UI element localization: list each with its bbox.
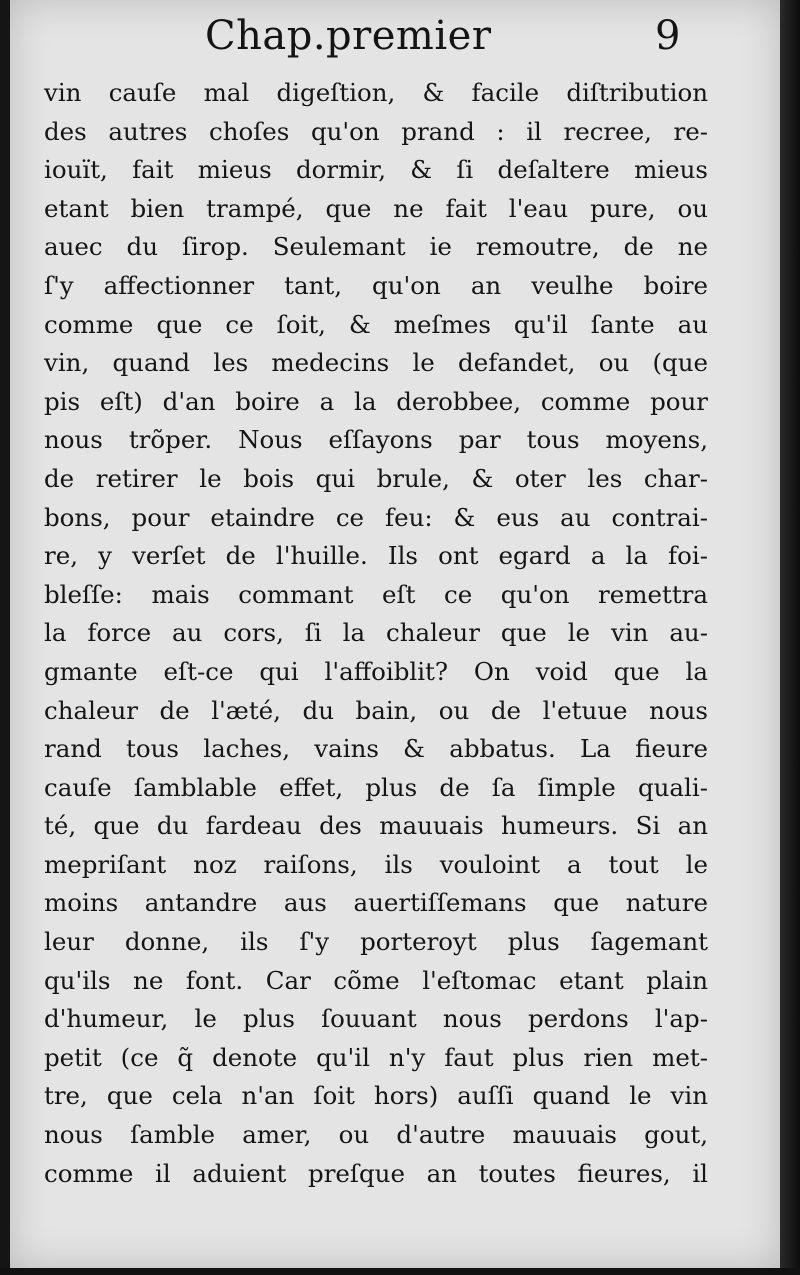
text-line: re, y verſet de l'huille. Ils ont egard a la foi-: [44, 541, 708, 571]
text-line: etant bien trampé, que ne fait l'eau pure, ou: [44, 193, 708, 223]
text-line: nous trõper. Nous eſſayons par tous moyens,: [44, 425, 708, 455]
text-line: des autres choſes qu'on prand : il recree, re-: [44, 116, 708, 146]
text-line: vin, quand les medecins le defandet, ou (que: [44, 348, 708, 378]
text-line: gmante eſt-ce qui l'affoiblit? On void que la: [44, 656, 708, 686]
running-title: Chap.premier: [205, 13, 492, 59]
text-line: leur donne, ils ſ'y porteroyt plus ſagemant: [44, 927, 708, 957]
text-block: [44, 74, 708, 1193]
text-line: comme il aduient preſque an toutes fieures, il: [44, 1158, 708, 1188]
text-line: iouït, fait mieus dormir, & ſi deſaltere mieus: [44, 155, 708, 185]
text-line: auec du ſirop. Seulemant ie remoutre, de ne: [44, 232, 708, 262]
text-line: de retirer le bois qui brule, & oter les char-: [44, 463, 708, 493]
text-line: chaleur de l'æté, du bain, ou de l'etuue nous: [44, 695, 708, 725]
text-line: moins antandre aus auertiſſemans que nature: [44, 888, 708, 918]
text-line: pis eſt) d'an boire a la derobbee, comme pour: [44, 386, 708, 416]
text-line: la force au cors, ſi la chaleur que le vin au-: [44, 618, 708, 648]
page-number: 9: [655, 13, 681, 59]
text-line: comme que ce ſoit, & meſmes qu'il ſante au: [44, 309, 708, 339]
text-line: tre, que cela n'an ſoit hors) auſſi quand le vin: [44, 1081, 708, 1111]
text-line: mepriſant noz raiſons, ils vouloint a tout le: [44, 849, 708, 879]
text-line: qu'ils ne font. Car cõme l'eſtomac etant plain: [44, 965, 708, 995]
text-line: vin cauſe mal digeſtion, & facile diſtribution: [44, 78, 708, 107]
text-line: té, que du fardeau des mauuais humeurs. Si an: [44, 811, 708, 841]
text-line: bons, pour etaindre ce feu: & eus au contrai-: [44, 502, 708, 532]
running-head: [40, 8, 740, 68]
page-bottom-shadow: [0, 1268, 800, 1275]
page-edge-shadow: [780, 0, 800, 1275]
text-line: petit (ce q̃ denote qu'il n'y faut plus rien met-: [44, 1042, 708, 1072]
text-line: nous ſamble amer, ou d'autre mauuais gout,: [44, 1120, 708, 1150]
text-line: ſ'y affectionner tant, qu'on an veulhe boire: [44, 270, 708, 300]
text-line: rand tous laches, vains & abbatus. La fieure: [44, 734, 708, 764]
text-line: d'humeur, le plus ſouuant nous perdons l'ap-: [44, 1004, 708, 1034]
text-line: cauſe ſamblable effet, plus de ſa ſimple quali-: [44, 772, 708, 802]
text-line: bleſſe: mais commant eſt ce qu'on remettra: [44, 579, 708, 609]
